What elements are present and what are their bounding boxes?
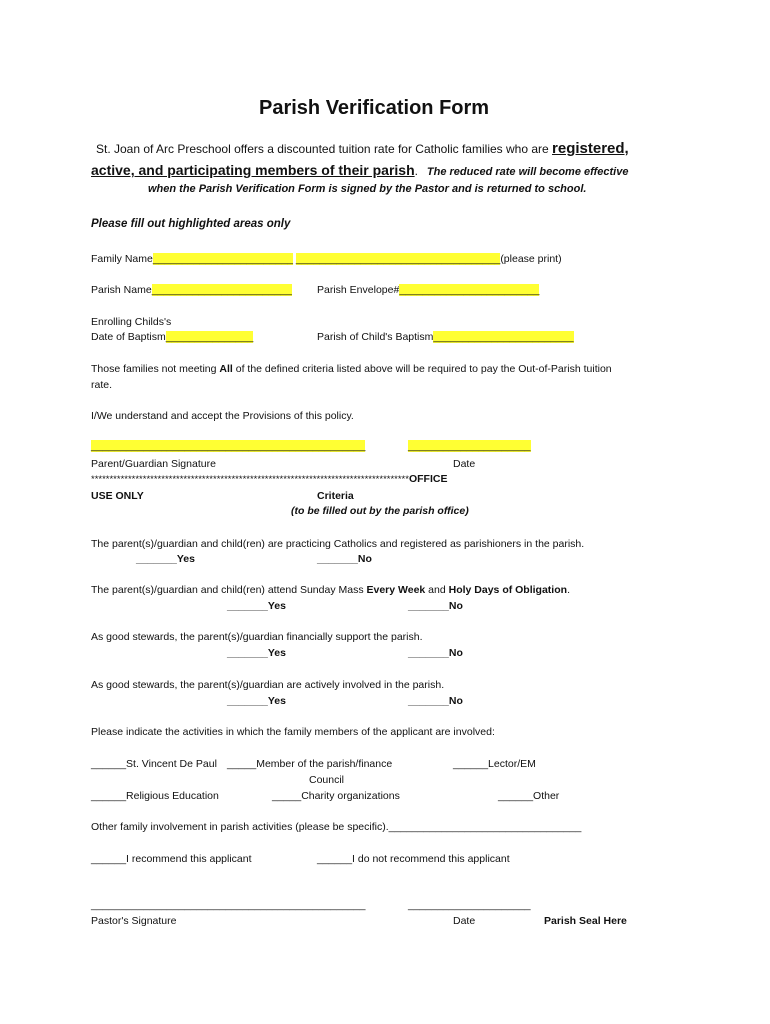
activity-charity[interactable]: _____Charity organizations [272,790,400,802]
use-only-label: USE ONLY [91,490,144,502]
instruction: Please fill out highlighted areas only [91,218,291,230]
criteria-note-pre: Those families not meeting [91,363,220,375]
question-1: The parent(s)/guardian and child(ren) are practicing Catholics and registered as parishioners in the parish. [91,538,585,550]
parish-seal-label: Parish Seal Here [544,915,627,927]
criteria-subheading: (to be filled out by the parish office) [291,505,469,517]
pastor-date-field[interactable]: _____________________ [408,899,531,911]
activities-prompt: Please indicate the activities in which the family members of the applicant are involved: [91,726,495,738]
question-1-no[interactable]: _______No [317,553,372,565]
family-name-field-1[interactable]: ________________________ [152,253,293,265]
activity-finance-council[interactable]: _____Member of the parish/finance [227,758,393,770]
page-title: Parish Verification Form [259,97,490,119]
question-2-mid: and [425,584,449,596]
envelope-field[interactable]: ________________________ [399,284,540,296]
question-3-yes[interactable]: _______Yes [227,647,286,659]
question-2-every-week: Every Week [366,584,426,596]
question-4-yes[interactable]: _______Yes [227,695,286,707]
criteria-note-line-2: rate. [91,379,113,391]
family-name-suffix: (please print) [500,253,562,265]
stars-line: ************************************************************************************** [91,474,409,485]
criteria-note [91,363,612,375]
family-name-field-2[interactable]: ___________________________________ [295,253,501,265]
criteria-note-all: All [219,363,233,375]
parish-name-label: Parish Name [91,284,152,296]
pastor-signature-label: Pastor's Signature [91,915,177,927]
parent-signature-field[interactable]: _______________________________________________ [91,440,366,452]
intro-text: St. Joan of Arc Preschool offers a discounted tuition rate for Catholic families who are [96,142,553,156]
baptism-parish-label: Parish of Child's Baptism [317,331,434,343]
enroll-row [91,331,253,343]
question-4: As good stewards, the parent(s)/guardian are actively involved in the parish. [91,679,445,691]
question-2-holy-days: Holy Days of Obligation [448,584,568,596]
parent-signature-label: Parent/Guardian Signature [91,458,216,470]
recommend-option[interactable]: ______I recommend this applicant [91,853,252,865]
parish-name-field[interactable]: ________________________ [151,284,292,296]
question-3: As good stewards, the parent(s)/guardian financially support the parish. [91,631,423,643]
not-recommend-option[interactable]: ______I do not recommend this applicant [317,853,510,865]
question-2-pre: The parent(s)/guardian and child(ren) attend Sunday Mass [91,584,367,596]
intro-line-3: when the Parish Verification Form is signed by the Pastor and is returned to school. [148,183,587,195]
question-2 [91,584,570,596]
intro-bold: active, and participating members of their parish [91,162,415,178]
baptism-parish-row [317,331,574,343]
enroll-label-1: Enrolling Childs's [91,316,172,328]
question-4-no[interactable]: _______No [408,695,463,707]
office-label: OFFICE [408,473,448,485]
activity-council-label: Council [309,774,345,786]
intro-dot: . [414,164,418,178]
baptism-date-field[interactable]: _______________ [165,331,254,343]
parish-name-row [91,284,292,296]
envelope-row [317,284,539,296]
activity-other[interactable]: ______Other [498,790,560,802]
other-involvement[interactable]: Other family involvement in parish activities (please be specific)._________________________________ [91,821,582,833]
question-2-no[interactable]: _______No [408,600,463,612]
accept-statement: I/We understand and accept the Provisions of this policy. [91,410,354,422]
pastor-signature-field[interactable]: _______________________________________________ [91,899,366,911]
baptism-parish-field[interactable]: ________________________ [433,331,574,343]
criteria-heading: Criteria [317,490,354,502]
activity-religious-education[interactable]: ______Religious Education [91,790,219,802]
envelope-label: Parish Envelope# [317,284,400,296]
activity-lector[interactable]: ______Lector/EM [453,758,536,770]
criteria-note-post: of the defined criteria listed above will be required to pay the Out-of-Parish tuition [232,363,612,375]
divider-stars [91,473,447,485]
pastor-date-label: Date [453,915,476,927]
family-name-row [91,253,562,265]
intro-italic: The reduced rate will become effective [426,166,629,178]
baptism-date-label: Date of Baptism [91,331,166,343]
question-3-no[interactable]: _______No [408,647,463,659]
intro-line-2 [91,162,628,178]
parent-date-field[interactable]: _____________________ [408,440,531,452]
question-2-yes[interactable]: _______Yes [227,600,286,612]
intro-registered: registered, [552,140,629,157]
activity-svdp[interactable]: ______St. Vincent De Paul [91,758,217,770]
intro-line-1 [96,140,629,157]
question-1-yes[interactable]: _______Yes [136,553,195,565]
question-2-post: . [567,584,570,596]
parent-date-label: Date [453,458,476,470]
family-name-label: Family Name [91,253,153,265]
